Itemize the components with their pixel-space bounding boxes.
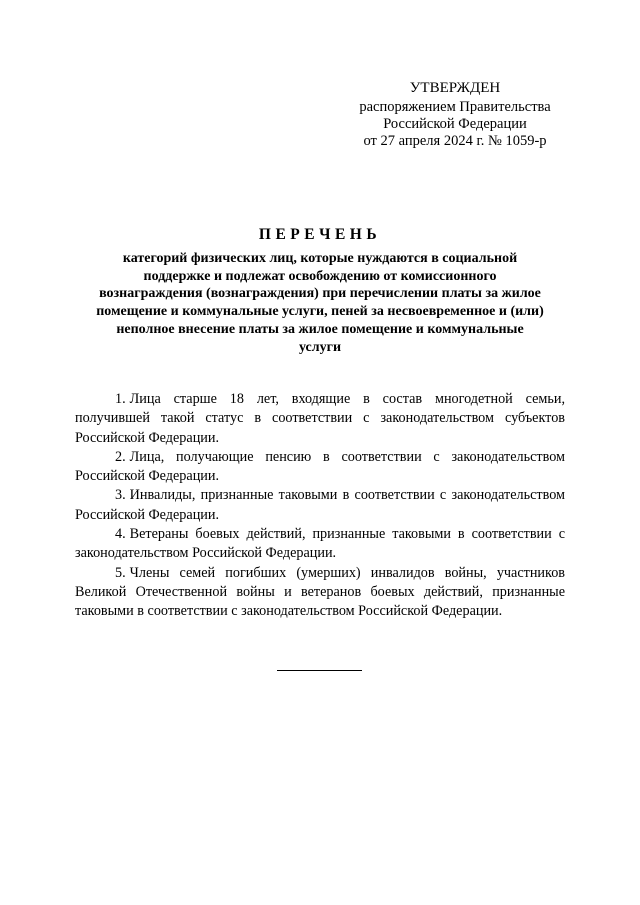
- subtitle-line: вознаграждения (вознаграждения) при перечислении платы за жилое: [99, 286, 541, 302]
- list-item: [75, 390, 565, 448]
- item-number: 3.: [115, 487, 126, 504]
- item-text: Лица старше 18 лет, входящие в состав многодетной семьи, получившей такой статус в соответствии с законодательством субъектов Российской Федерации.: [75, 391, 565, 446]
- approval-stamp: [340, 80, 570, 150]
- document-title: ПЕРЕЧЕНЬ: [258, 226, 382, 243]
- list-item: [75, 486, 565, 525]
- approval-line-1: распоряжением Правительства: [359, 99, 551, 115]
- approval-line-2: Российской Федерации: [383, 116, 527, 132]
- subtitle-line: поддержке и подлежат освобождению от комиссионного: [143, 268, 497, 284]
- item-number: 5.: [115, 564, 126, 581]
- item-number: 4.: [115, 526, 126, 543]
- item-text: Члены семей погибших (умерших) инвалидов войны, участников Великой Отечественной войны и ветеранов боевых действий, признанные таковыми в соответствии с законодательством Российской Федерации.: [75, 564, 565, 620]
- subtitle-line: неполное внесение платы за жилое помещение и коммунальные: [116, 321, 524, 337]
- list-item: [75, 525, 565, 564]
- list-item: [75, 564, 565, 622]
- item-text: Инвалиды, признанные таковыми в соответствии с законодательством Российской Федерации.: [75, 487, 565, 523]
- end-divider: [277, 670, 362, 671]
- item-number: 1.: [115, 391, 126, 407]
- approved-label: УТВЕРЖДЕН: [409, 80, 501, 96]
- subtitle-line: помещение и коммунальные услуги, пеней за несвоевременное и (или): [96, 304, 544, 320]
- item-number: 2.: [115, 448, 126, 465]
- category-list: [75, 390, 565, 622]
- document-subtitle: [72, 250, 568, 356]
- approval-line-3: от 27 апреля 2024 г. № 1059-р: [363, 133, 547, 149]
- item-text: Лица, получающие пенсию в соответствии с законодательством Российской Федерации.: [75, 448, 565, 485]
- list-item: [75, 448, 565, 487]
- subtitle-line: услуги: [298, 339, 342, 355]
- item-text: Ветераны боевых действий, признанные таковыми в соответствии с законодательством Российской Федерации.: [75, 526, 565, 562]
- subtitle-line: категорий физических лиц, которые нуждаются в социальной: [122, 251, 518, 266]
